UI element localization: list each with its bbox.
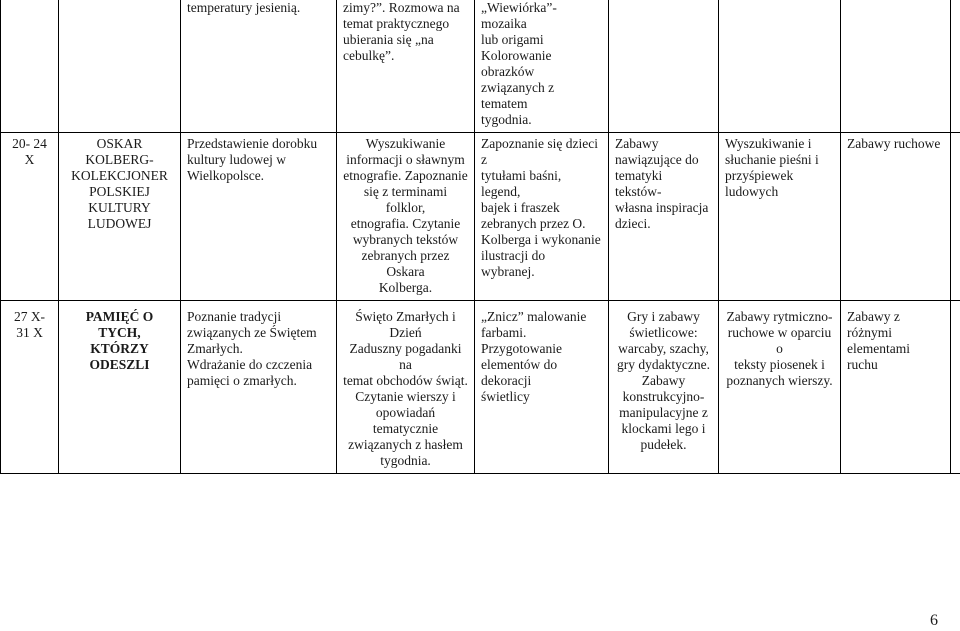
cell-art: Zapoznanie się dzieci z tytułami baśni, legend, bajek i fraszek zebranych przez O. Kolberga i wykonanie ilustracji do wybranej. (475, 133, 609, 301)
cell-music: Zabawy rytmiczno- ruchowe w oparciu o teksty piosenek i poznanych wierszy. (719, 301, 841, 474)
table-row-oskar-kolberg (1, 133, 960, 301)
cell-movement: Zabawy z różnymi elementami ruchu (841, 301, 951, 474)
cell-date: 27 X- 31 X (1, 301, 59, 474)
cell-goals: temperatury jesienią. (181, 0, 337, 133)
cell-movement (841, 0, 951, 133)
cell-extra (951, 0, 960, 133)
cell-topic: OSKAR KOLBERG- KOLEKCJONER POLSKIEJ KULTURY LUDOWEJ (59, 133, 181, 301)
cell-date (1, 0, 59, 133)
cell-games (609, 0, 719, 133)
cell-activities: Święto Zmarłych i Dzień Zaduszny pogadanki na temat obchodów świąt. Czytanie wierszy i opowiadań tematycznie związanych z hasłem tygodnia. (337, 301, 475, 474)
cell-activities: zimy?”. Rozmowa na temat praktycznego ubierania się „na cebulkę”. (337, 0, 475, 133)
cell-topic: PAMIĘĆ O TYCH, KTÓRZY ODESZLI (59, 301, 181, 474)
table-row-pamiec (1, 301, 960, 474)
cell-games: Gry i zabawy świetlicowe: warcaby, szachy, gry dydaktyczne. Zabawy konstrukcyjno- manipulacyjne z klockami lego i pudełek. (609, 301, 719, 474)
cell-games: Zabawy nawiązujące do tematyki tekstów- własna inspiracja dzieci. (609, 133, 719, 301)
cell-goals: Przedstawienie dorobku kultury ludowej w Wielkopolsce. (181, 133, 337, 301)
cell-movement: Zabawy ruchowe (841, 133, 951, 301)
cell-music (719, 0, 841, 133)
page-number: 6 (930, 612, 938, 629)
cell-goals: Poznanie tradycji związanych ze Świętem Zmarłych. Wdrażanie do czczenia pamięci o zmarłych. (181, 301, 337, 474)
cell-art: „Znicz” malowanie farbami. Przygotowanie elementów do dekoracji świetlicy (475, 301, 609, 474)
cell-art: „Wiewiórka”- mozaika lub origami Kolorowanie obrazków związanych z tematem tygodnia. (475, 0, 609, 133)
cell-music: Wyszukiwanie i słuchanie pieśni i przyśpiewek ludowych (719, 133, 841, 301)
table-row-continuation (1, 0, 960, 133)
cell-activities: Wyszukiwanie informacji o sławnym etnografie. Zapoznanie się z terminami folklor, etnografia. Czytanie wybranych tekstów zebranych przez Oskara Kolberga. (337, 133, 475, 301)
cell-date: 20- 24 X (1, 133, 59, 301)
cell-extra (951, 301, 960, 474)
cell-topic (59, 0, 181, 133)
cell-extra (951, 133, 960, 301)
